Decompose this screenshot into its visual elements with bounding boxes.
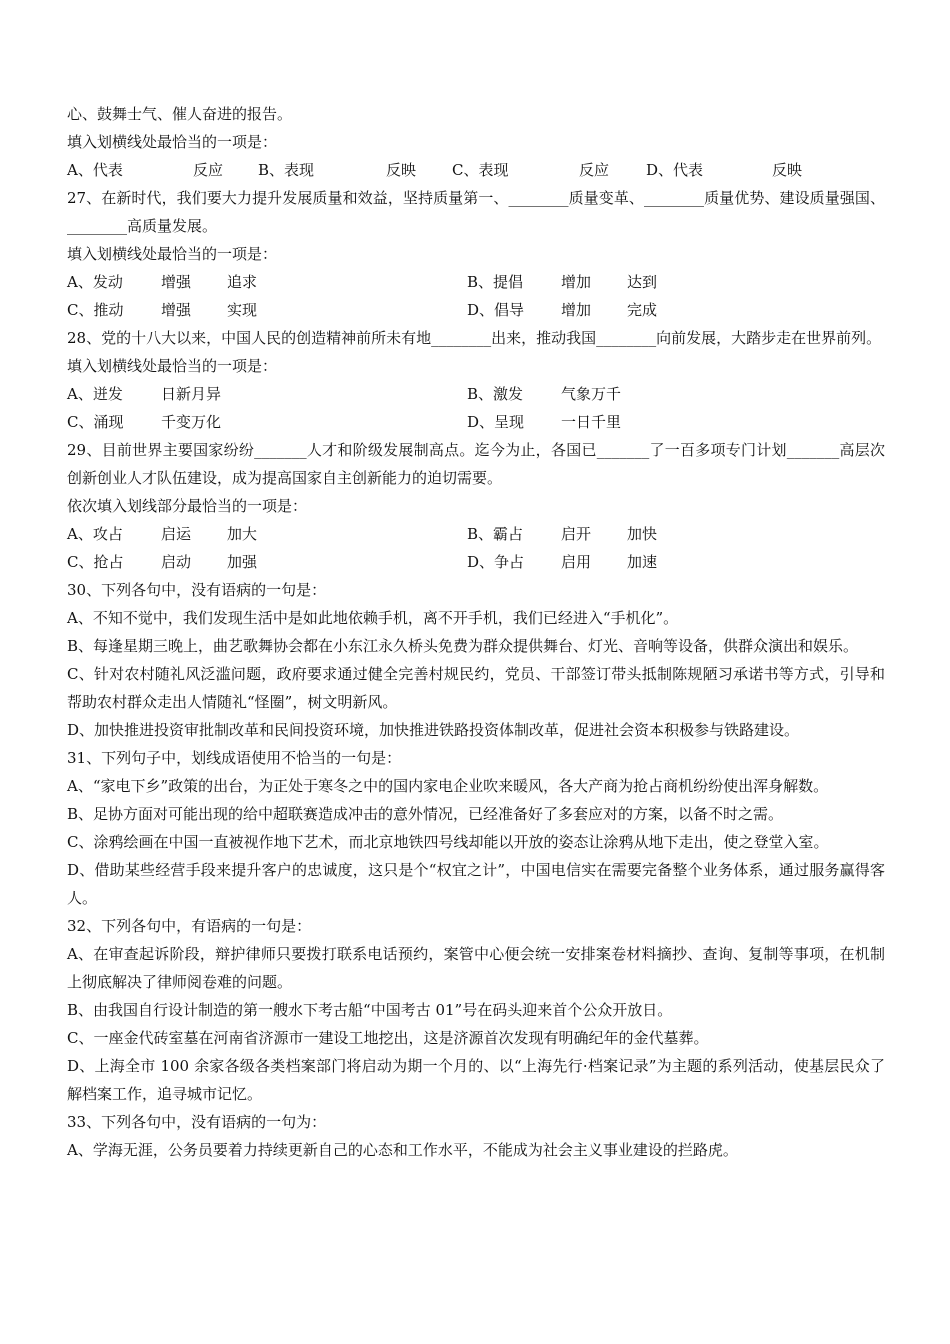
q26-option-c-label: C、表现 — [452, 161, 509, 179]
q27-options-row-1 — [67, 268, 885, 296]
q32-option-a: A、在审查起诉阶段，辩护律师只要拨打联系电话预约，案管中心便会统一安排案卷材料摘抄、查询、复制等事项，在机制上彻底解决了律师阅卷难的问题。 — [67, 945, 885, 991]
q29-option-a-word2: 启运 — [161, 525, 192, 543]
q28-prompt: 填入划横线处最恰当的一项是： — [67, 357, 278, 375]
q26-stem-continuation: 心、鼓舞士气、催人奋进的报告。 — [67, 105, 293, 123]
q28-option-d-word: 一日千里 — [561, 413, 622, 431]
q29-stem: 29、目前世界主要国家纷纷_______人才和阶级发展制高点。迄今为止，各国已_______了一百多项专门计划_______高层次创新创业人才队伍建设，成为提高国家自主创新能力的迫切需要。 — [67, 441, 885, 487]
q29-options-row-2 — [67, 548, 885, 576]
q28-option-a-label: A、迸发 — [67, 385, 123, 403]
q27-option-b-word2: 增加 — [561, 273, 592, 291]
q30-option-c: C、针对农村随礼风泛滥问题，政府要求通过健全完善村规民约，党员、干部签订带头抵制陈规陋习承诺书等方式，引导和帮助农村群众走出人情随礼“怪圈”，树文明新风。 — [67, 665, 885, 711]
q29-option-a-word3: 加大 — [227, 525, 258, 543]
q28-option-b-word: 气象万千 — [561, 385, 622, 403]
q26-options — [67, 156, 885, 184]
q30-option-a: A、不知不觉中，我们发现生活中是如此地依赖手机，离不开手机，我们已经进入“手机化”。 — [67, 609, 679, 627]
q27-option-c-label: C、推动 — [67, 301, 124, 319]
q29-option-d-word3: 加速 — [627, 553, 658, 571]
q27-option-a-word3: 追求 — [227, 273, 258, 291]
q30-option-b: B、每逢星期三晚上，曲艺歌舞协会都在小东江永久桥头免费为群众提供舞台、灯光、音响等设备，供群众演出和娱乐。 — [67, 637, 859, 655]
q27-option-d-label: D、倡导 — [467, 301, 525, 319]
q29-option-d-word2: 启用 — [561, 553, 592, 571]
q32-option-c: C、一座金代砖室墓在河南省济源市一建设工地挖出，这是济源首次发现有明确纪年的金代墓葬。 — [67, 1029, 709, 1047]
q27-option-a-label: A、发动 — [67, 273, 123, 291]
q27-option-c-word3: 实现 — [227, 301, 258, 319]
q27-option-d-word3: 完成 — [627, 301, 658, 319]
question-list — [67, 100, 885, 1164]
q33-stem: 33、下列各句中，没有语病的一句为： — [67, 1113, 327, 1131]
q28-option-c-label: C、涌现 — [67, 413, 124, 431]
q28-stem: 28、党的十八大以来，中国人民的创造精神前所未有地________出来，推动我国________向前发展，大踏步走在世界前列。 — [67, 329, 882, 347]
q26-option-d-label: D、代表 — [646, 161, 704, 179]
q27-option-a-word2: 增强 — [161, 273, 192, 291]
q27-option-b-label: B、提倡 — [467, 273, 524, 291]
q28-options-row-2 — [67, 408, 885, 436]
q31-option-c: C、涂鸦绘画在中国一直被视作地下艺术，而北京地铁四号线却能以开放的姿态让涂鸦从地下走出，使之登堂入室。 — [67, 833, 829, 851]
q28-option-a-word: 日新月异 — [161, 385, 222, 403]
q33-option-a: A、学海无涯，公务员要着力持续更新自己的心态和工作水平，不能成为社会主义事业建设的拦路虎。 — [67, 1141, 738, 1159]
q28-option-b-label: B、激发 — [467, 385, 524, 403]
q29-option-a-label: A、攻占 — [67, 525, 123, 543]
q26-option-a-word: 反应 — [193, 161, 224, 179]
q27-option-b-word3: 达到 — [627, 273, 658, 291]
q31-option-b: B、足协方面对可能出现的给中超联赛造成冲击的意外情况，已经准备好了多套应对的方案，以备不时之需。 — [67, 805, 784, 823]
q27-options-row-2 — [67, 296, 885, 324]
q29-option-c-word2: 启动 — [161, 553, 192, 571]
q26-option-d-word: 反映 — [772, 161, 803, 179]
q27-option-c-word2: 增强 — [161, 301, 192, 319]
q28-options-row-1 — [67, 380, 885, 408]
q29-option-b-word2: 启开 — [561, 525, 592, 543]
q32-option-d: D、上海全市 100 余家各级各类档案部门将启动为期一个月的、以“上海先行·档案记录”为主题的系列活动，使基层民众了解档案工作，追寻城市记忆。 — [67, 1057, 885, 1103]
q27-option-d-word2: 增加 — [561, 301, 592, 319]
q28-option-d-label: D、呈现 — [467, 413, 525, 431]
q26-option-c-word: 反应 — [579, 161, 610, 179]
q29-options-row-1 — [67, 520, 885, 548]
q32-option-b: B、由我国自行设计制造的第一艘水下考古船“中国考古 01”号在码头迎来首个公众开放日。 — [67, 1001, 673, 1019]
q29-option-d-label: D、争占 — [467, 553, 525, 571]
q30-option-d: D、加快推进投资审批制改革和民间投资环境，加快推进铁路投资体制改革，促进社会资本积极参与铁路建设。 — [67, 721, 800, 739]
q29-option-b-label: B、霸占 — [467, 525, 524, 543]
q31-option-d: D、借助某些经营手段来提升客户的忠诚度，这只是个“权宜之计”，中国电信实在需要完备整个业务体系，通过服务赢得客人。 — [67, 861, 885, 907]
q30-stem: 30、下列各句中，没有语病的一句是： — [67, 581, 327, 599]
q26-prompt: 填入划横线处最恰当的一项是： — [67, 133, 278, 151]
q26-option-a-label: A、代表 — [67, 161, 123, 179]
q29-option-c-word3: 加强 — [227, 553, 258, 571]
q29-option-b-word3: 加快 — [627, 525, 658, 543]
q31-option-a: A、“家电下乡”政策的出台，为正处于寒冬之中的国内家电企业吹来暖风，各大产商为抢占商机纷纷使出浑身解数。 — [67, 777, 829, 795]
q29-prompt: 依次填入划线部分最恰当的一项是： — [67, 497, 308, 515]
q27-stem: 27、在新时代，我们要大力提升发展质量和效益，坚持质量第一、________质量变革、________质量优势、建设质量强国、________高质量发展。 — [67, 189, 885, 235]
q26-option-b-label: B、表现 — [258, 161, 315, 179]
q32-stem: 32、下列各句中，有语病的一句是： — [67, 917, 312, 935]
q27-prompt: 填入划横线处最恰当的一项是： — [67, 245, 278, 263]
q28-option-c-word: 千变万化 — [161, 413, 222, 431]
q29-option-c-label: C、抢占 — [67, 553, 124, 571]
q26-option-b-word: 反映 — [386, 161, 417, 179]
q31-stem: 31、下列句子中，划线成语使用不恰当的一句是： — [67, 749, 402, 767]
